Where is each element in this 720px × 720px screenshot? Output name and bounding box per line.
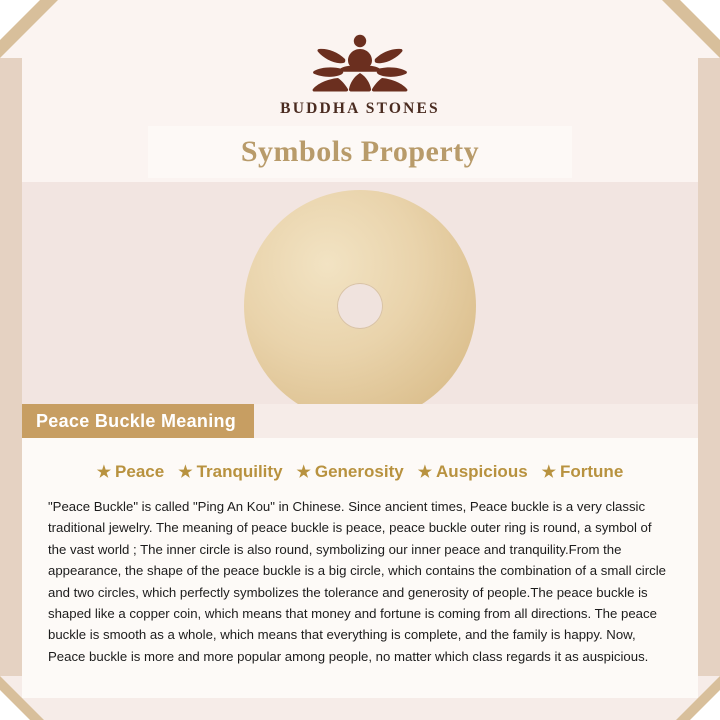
brand-logo: [0, 26, 720, 118]
keyword-fortune: [542, 462, 624, 482]
keyword-generosity: [297, 462, 404, 482]
star-icon: ★: [178, 464, 193, 481]
peace-buckle-disc: [244, 190, 476, 404]
peace-buckle-hole: [337, 283, 383, 329]
lotus-meditation-icon: [285, 26, 435, 92]
keyword-label: Peace: [115, 462, 165, 481]
keyword-label: Generosity: [314, 462, 404, 481]
keyword-label: Auspicious: [436, 462, 528, 481]
page-title: Symbols Property: [240, 135, 480, 168]
left-edge-border: [0, 58, 22, 676]
star-icon: ★: [96, 464, 112, 481]
keyword-peace: [97, 462, 165, 482]
right-edge-border: [698, 58, 720, 676]
content-panel: [22, 438, 698, 698]
section-tab-label: Peace Buckle Meaning: [36, 410, 237, 431]
star-icon: ★: [417, 464, 433, 481]
keyword-auspicious: [418, 462, 528, 482]
brand-name: BUDDHA STONES: [280, 100, 440, 117]
star-icon: ★: [296, 464, 311, 481]
star-icon: ★: [541, 464, 556, 481]
keyword-list: [48, 462, 672, 482]
keyword-label: Tranquility: [196, 462, 283, 481]
description-paragraph: "Peace Buckle" is called "Ping An Kou" in Chinese. Since ancient times, Peace buckle is a very classic traditional jewelry. The meaning of peace buckle is peace, peace buckle outer ring is round, a symbol of the vast world ; The inner circle is also round, symbolizing our inner peace and tranquility.From the appearance, the shape of the peace buckle is a big circle, which contains the combination of a small circle and two circles, which perfectly symbolizes the tolerance and generosity of people.The peace buckle is shaped like a copper coin, which means that money and fortune is coming from all directions. The peace buckle is smooth as a whole, which means that everything is complete, and the family is happy. Now, Peace buckle is more and more popular among people, no matter which class regards it as auspicious.: [48, 499, 666, 664]
keyword-tranquility: [178, 462, 282, 482]
section-tab-peace-buckle-meaning: [22, 404, 254, 438]
title-banner: [148, 126, 572, 178]
keyword-label: Fortune: [560, 462, 624, 481]
hero-image-band: [22, 182, 698, 404]
